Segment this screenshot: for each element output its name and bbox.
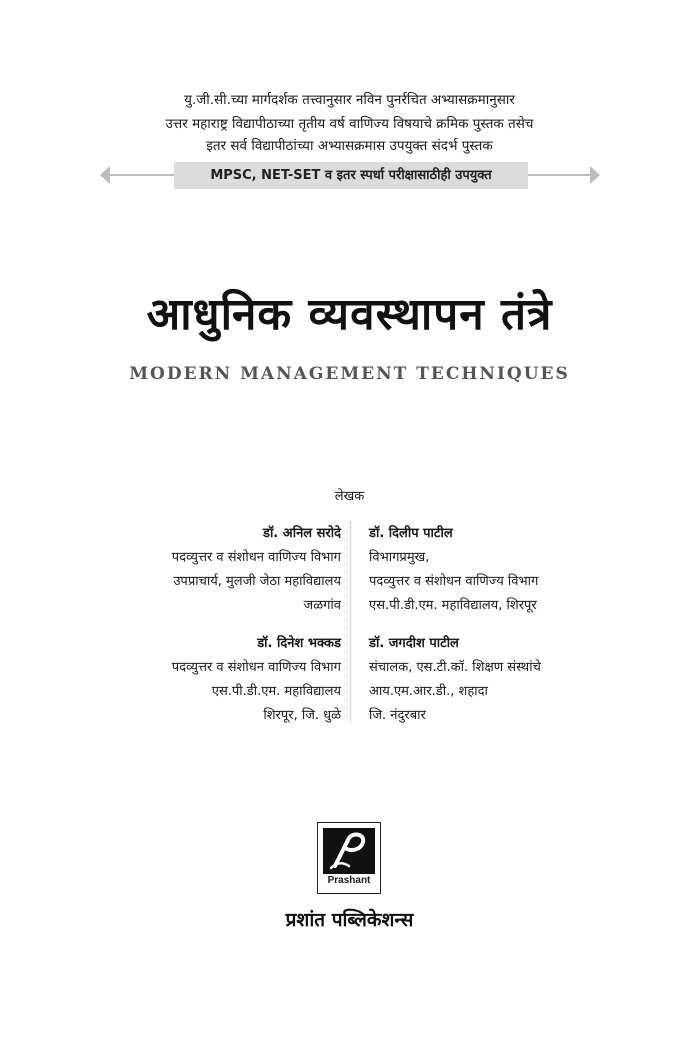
author-detail: एस.पी.डी.एम. महाविद्यालय, शिरपूर bbox=[369, 598, 537, 613]
author-detail: पदव्युत्तर व संशोधन वाणिज्य विभाग bbox=[171, 660, 341, 675]
author-4 bbox=[369, 632, 541, 728]
intro-line-2: उत्तर महाराष्ट्र विद्यापीठाच्या तृतीय वर्ष वाणिज्य विषयाचे क्रमिक पुस्तक तसेच bbox=[165, 116, 534, 132]
author-detail: शिरपूर, जि. धुळे bbox=[263, 708, 341, 723]
author-detail: विभागप्रमुख, bbox=[369, 550, 430, 565]
author-detail: एस.पी.डी.एम. महाविद्यालय bbox=[211, 684, 341, 699]
book-title: आधुनिक व्यवस्थापन तंत्रे bbox=[146, 289, 553, 340]
authors-label: लेखक bbox=[334, 489, 365, 504]
author-name: डॉ. दिलीप पाटील bbox=[369, 526, 453, 541]
publisher-logo bbox=[317, 822, 381, 894]
author-name: डॉ. अनिल सरोदे bbox=[262, 526, 341, 541]
author-3 bbox=[172, 632, 341, 728]
author-detail: जळगांव bbox=[303, 598, 341, 613]
banner-rule-right bbox=[528, 174, 590, 176]
book-subtitle: MODERN MANAGEMENT TECHNIQUES bbox=[129, 364, 570, 384]
authors-divider bbox=[350, 522, 351, 722]
exam-banner: MPSC, NET-SET व इतर स्पर्धा परीक्षासाठीही उपयुक्त bbox=[174, 162, 528, 189]
author-detail: उपप्राचार्य, मुलजी जेठा महाविद्यालय bbox=[173, 574, 341, 589]
arrow-right-icon bbox=[590, 166, 600, 184]
author-name: डॉ. जगदीश पाटील bbox=[369, 636, 459, 651]
author-name: डॉ. दिनेश भक्कड bbox=[257, 636, 341, 651]
logo-text: Prashant bbox=[327, 875, 371, 886]
banner-rule-left bbox=[104, 174, 174, 176]
author-detail: जि. नंदुरबार bbox=[369, 708, 426, 723]
author-detail: पदव्युत्तर व संशोधन वाणिज्य विभाग bbox=[369, 574, 539, 589]
intro-line-3: इतर सर्व विद्यापीठांच्या अभ्यासक्रमास उपयुक्त संदर्भ पुस्तक bbox=[206, 138, 493, 154]
author-1 bbox=[172, 522, 341, 618]
author-detail: संचालक, एस.टी.कॉ. शिक्षण संस्थांचे bbox=[369, 660, 541, 675]
publisher-name: प्रशांत पब्लिकेशन्स bbox=[285, 909, 414, 931]
p-logo-icon bbox=[323, 828, 375, 874]
author-detail: आय.एम.आर.डी., शहादा bbox=[369, 684, 488, 699]
author-2 bbox=[369, 522, 538, 618]
author-detail: पदव्युत्तर व संशोधन वाणिज्य विभाग bbox=[171, 550, 341, 565]
intro-line-1: यु.जी.सी.च्या मार्गदर्शक तत्त्वानुसार नविन पुनर्रचित अभ्यासक्रमानुसार bbox=[184, 92, 515, 108]
